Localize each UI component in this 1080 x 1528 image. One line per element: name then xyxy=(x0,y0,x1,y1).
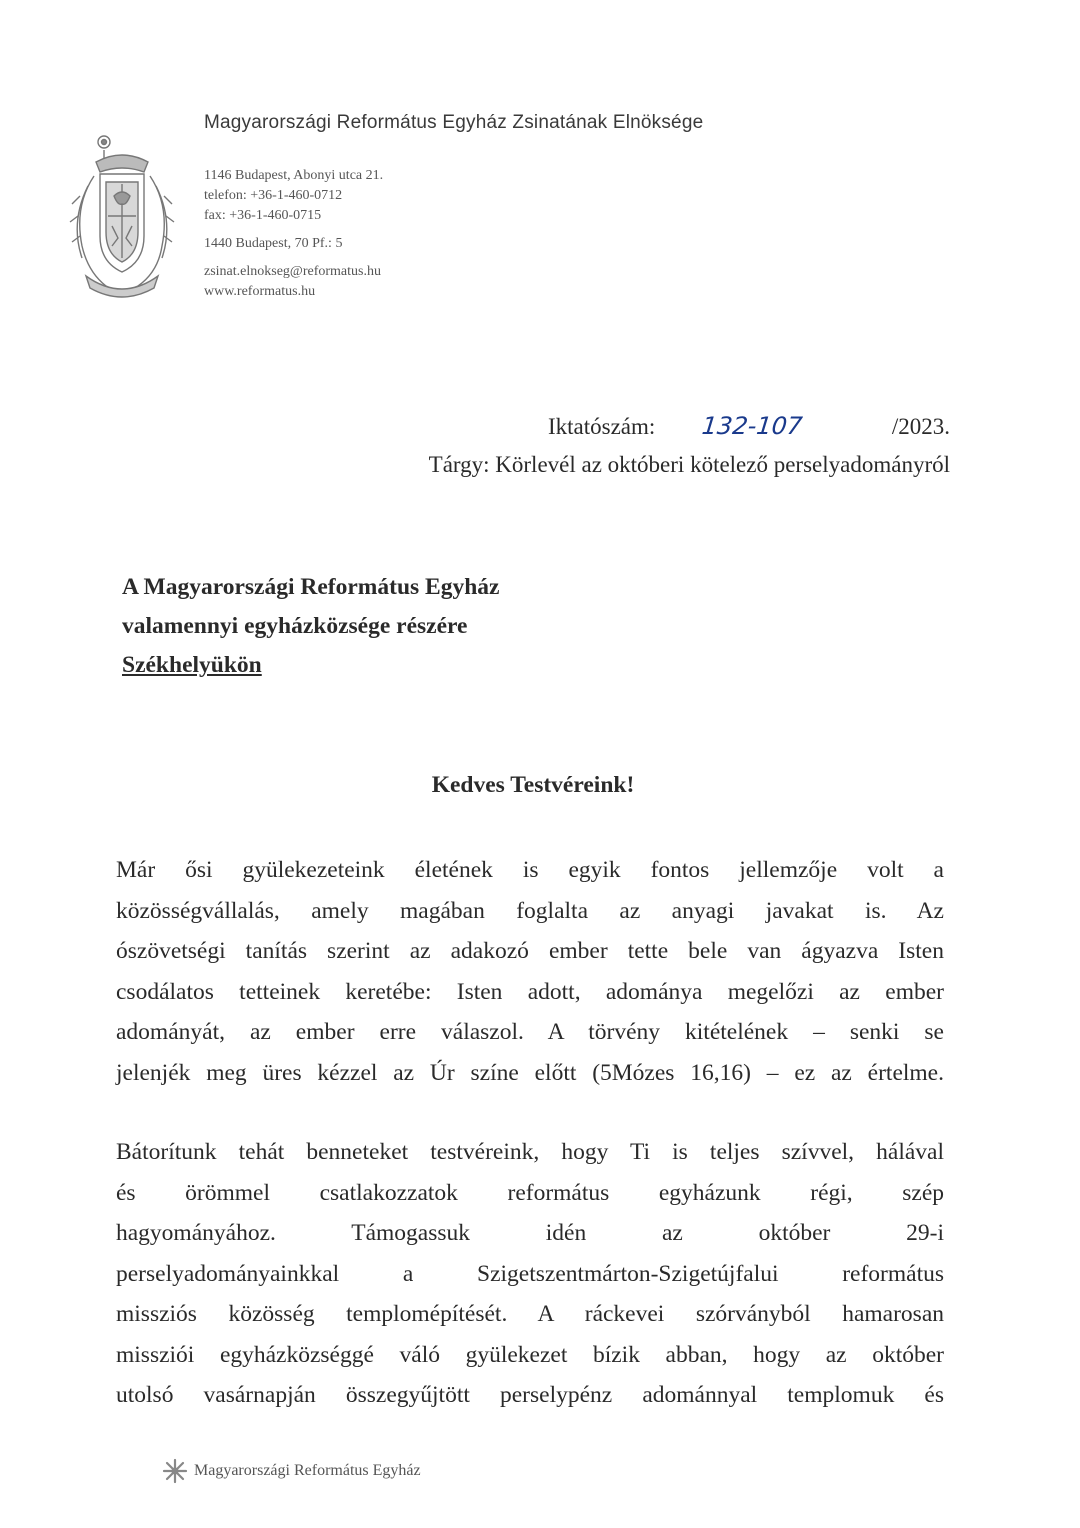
website: www.reformatus.hu xyxy=(204,284,316,299)
reference-line xyxy=(548,414,950,448)
paragraph-line: missziói egyházközséggé váló gyülekezet bízik abban, hogy az október xyxy=(116,1341,944,1368)
organization-name: Magyarországi Református Egyház Zsinatának Elnöksége xyxy=(204,112,704,133)
addressee-line-1: A Magyarországi Református Egyház xyxy=(122,574,500,600)
postal-address: 1440 Budapest, 70 Pf.: 5 xyxy=(204,236,343,251)
salutation xyxy=(0,772,1080,799)
salutation-text: Kedves Testvéreink! xyxy=(431,772,635,798)
church-star-icon xyxy=(162,1458,188,1484)
address: 1146 Budapest, Abonyi utca 21. xyxy=(204,168,384,183)
addressee-line-2: valamennyi egyházközsége részére xyxy=(122,613,468,639)
footer xyxy=(162,1458,421,1484)
paragraph-line: perselyadományainkkal a Szigetszentmárton-Szigetújfalui református xyxy=(116,1260,944,1287)
paragraph-line: adományát, az ember erre válaszol. A törvény kitételének – senki se xyxy=(116,1019,944,1045)
reference-number-handwritten: 132-107 xyxy=(700,412,804,440)
paragraph-line: Bátorítunk tehát benneteket testvéreink, hogy Ti is teljes szívvel, hálával xyxy=(116,1139,944,1165)
phone: telefon: +36-1-460-0712 xyxy=(204,188,343,203)
body-paragraph-2 xyxy=(116,1132,944,1416)
addressee-block xyxy=(122,568,499,685)
paragraph-line: utolsó vasárnapján összegyűjtött perselypénz adománnyal templomuk és xyxy=(116,1382,944,1408)
paragraph-line: Már ősi gyülekezeteink életének is egyik fontos jellemzője volt a xyxy=(116,857,944,883)
subject-line: Tárgy: Körlevél az októberi kötelező perselyadományról xyxy=(428,452,950,477)
email-address: zsinat.elnokseg@reformatus.hu xyxy=(204,264,381,279)
coat-of-arms-icon xyxy=(66,126,178,302)
paragraph-line: missziós közösség templomépítését. A ráckevei szórványból hamarosan xyxy=(116,1301,944,1327)
reference-label: Iktatószám: xyxy=(548,414,656,439)
addressee-seat: Székhelyükön xyxy=(122,652,262,678)
paragraph-line: hagyományához. Támogassuk idén az október 29-i xyxy=(116,1220,944,1246)
paragraph-line: jelenjék meg üres kézzel az Úr színe előtt (5Mózes 16,16) – ez az értelme. xyxy=(116,1059,944,1086)
paragraph-line: és örömmel csatlakozzatok református egyházunk régi, szép xyxy=(116,1179,944,1206)
contact-block xyxy=(204,166,383,302)
fax: fax: +36-1-460-0715 xyxy=(204,208,322,223)
reference-year: /2023. xyxy=(891,414,950,439)
footer-text: Magyarországi Református Egyház xyxy=(194,1462,421,1479)
paragraph-line: ószövetségi tanítás szerint az adakozó ember tette bele van ágyazva Isten xyxy=(116,938,944,964)
body-paragraph-1 xyxy=(116,850,944,1093)
paragraph-line: csodálatos tetteinek keretébe: Isten adott, adománya megelőzi az ember xyxy=(116,978,944,1005)
paragraph-line: közösségvállalás, amely magában foglalta az anyagi javakat is. Az xyxy=(116,897,944,924)
